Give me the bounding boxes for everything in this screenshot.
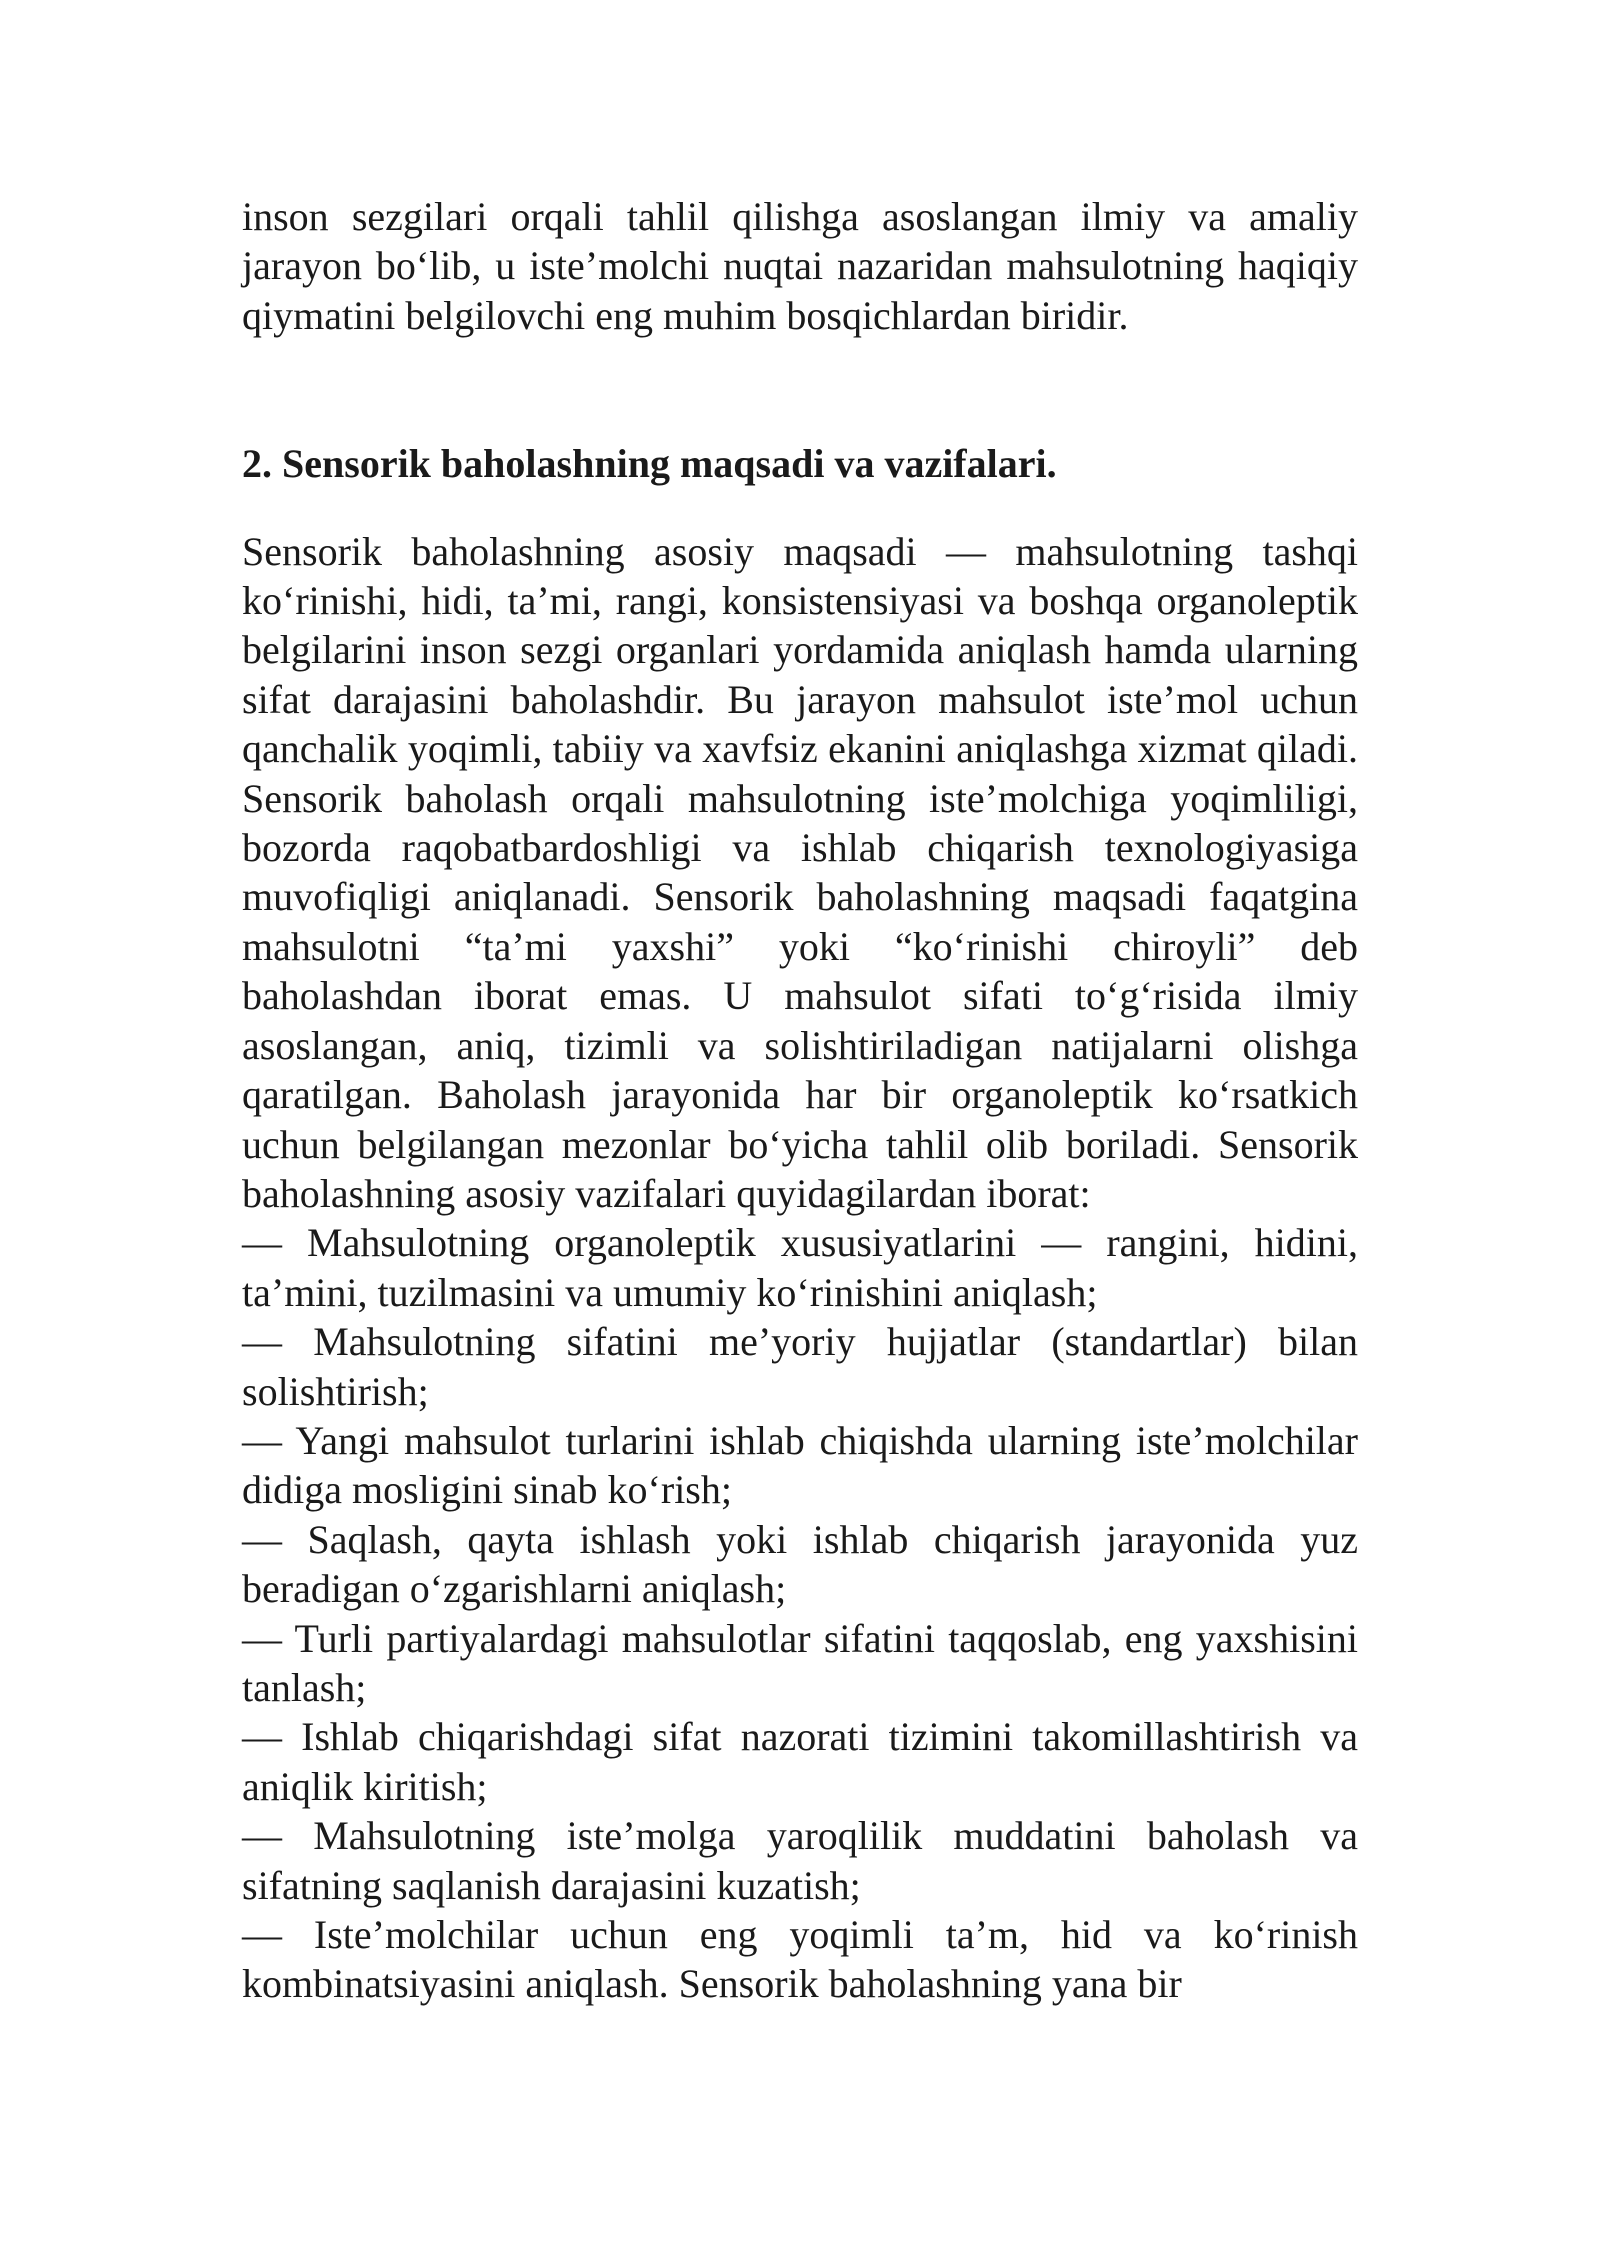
- task-item-5: — Turli partiyalardagi mahsulotlar sifatini taqqoslab, eng yaxshisini tanlash;: [242, 1615, 1358, 1710]
- task-item-4: — Saqlash, qayta ishlash yoki ishlab chiqarish jarayonida yuz beradigan o‘zgarishlarni aniqlash;: [242, 1516, 1358, 1612]
- spacer: [242, 340, 1358, 439]
- task-item-8-text: — Iste’molchilar uchun eng yoqimli ta’m, hid va ko‘rinish kombinatsiyasini aniqlash.: [242, 1912, 1358, 2007]
- task-item-7: — Mahsulotning iste’molga yaroqlilik muddatini baholash va sifatning saqlanish darajasini kuzatish;: [242, 1813, 1358, 1908]
- intro-paragraph: inson sezgilari orqali tahlil qilishga asoslangan ilmiy va amaliy jarayon bo‘lib, u iste’molchi nuqtai nazaridan mahsulotning haqiqiy qiymatini belgilovchi eng muhim bosqichlardan biridir.: [242, 194, 1358, 338]
- task-item-6: — Ishlab chiqarishdagi sifat nazorati tizimini takomillashtirish va aniqlik kiritish;: [242, 1714, 1358, 1809]
- task-item-8: [242, 1910, 1358, 2009]
- main-paragraph-text: Sensorik baholashning asosiy maqsadi — mahsulotning tashqi ko‘rinishi, hidi, ta’mi, rangi, konsistensiyasi va boshqa organoleptik belgilarini inson sezgi organlari yordamida aniqlash hamda ularning sifat darajasini baholashdir. Bu jarayon mahsulot iste’mol uchun qanchalik yoqimli, tabiiy va xavfsiz ekanini aniqlashga xizmat qiladi. Sensorik baholash orqali mahsulotning iste’molchiga yoqimliligi, bozorda raqobatbardoshligi va ishlab chiqarish texnologiyasiga muvofiqligi aniqlanadi. Sensorik baholashning maqsadi faqatgina mahsulotni “ta’mi yaxshi” yoki “ko‘rinishi chiroyli” deb baholashdan iborat emas. U mahsulot sifati to‘g‘risida ilmiy asoslangan, aniq, tizimli va solishtiriladigan natijalarni olishga qaratilgan. Baholash jarayonida har bir organoleptik ko‘rsatkich uchun belgilangan mezonlar bo‘yicha tahlil olib boriladi.: [242, 528, 1358, 1167]
- main-paragraph: [242, 527, 1358, 1219]
- trailing-text: Sensorik baholashning yana bir: [678, 1961, 1182, 2007]
- tasks-intro: Sensorik baholashning asosiy vazifalari quyidagilardan iborat:: [242, 1121, 1359, 1216]
- task-item-3: — Yangi mahsulot turlarini ishlab chiqishda ularning iste’molchilar didiga mosligini sinab ko‘rish;: [242, 1417, 1358, 1513]
- task-item-1: — Mahsulotning organoleptik xususiyatlarini — rangini, hidini, ta’mini, tuzilmasini va umumiy ko‘rinishini aniqlash;: [242, 1220, 1358, 1315]
- section-heading: 2. Sensorik baholashning maqsadi va vazifalari.: [242, 441, 1057, 487]
- spacer: [242, 489, 1358, 527]
- document-body: [242, 192, 1358, 2009]
- task-item-2: — Mahsulotning sifatini me’yoriy hujjatlar (standartlar) bilan solishtirish;: [242, 1319, 1358, 1414]
